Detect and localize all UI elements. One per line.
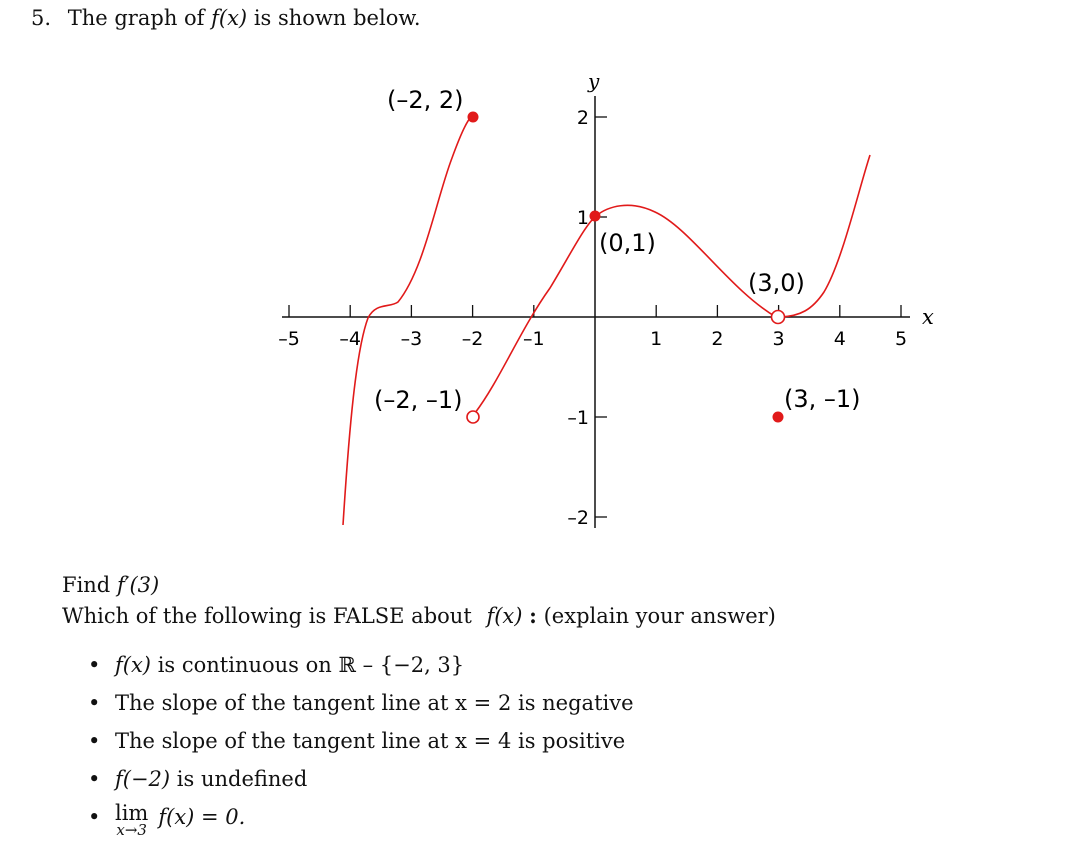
x-tick-label: –5 <box>278 328 300 350</box>
option-2 <box>88 689 634 727</box>
which-text: Which of the following is FALSE about <box>62 604 472 628</box>
find-prompt <box>62 573 159 597</box>
label-point-0-1: (0,1) <box>599 229 656 257</box>
x-tick-label: –1 <box>523 328 545 350</box>
option-3 <box>88 727 634 765</box>
x-tick-label: –2 <box>461 328 484 350</box>
option-4-text: is undefined <box>170 767 308 791</box>
problem-text-before: The graph of <box>67 6 205 30</box>
answer-options <box>88 651 634 841</box>
point-neg2-2 <box>468 112 479 123</box>
problem-text-after: is shown below. <box>253 6 421 30</box>
x-axis-label: x <box>922 305 934 329</box>
y-tick-label: –1 <box>567 407 589 429</box>
bullet: • <box>88 805 101 829</box>
point-3-neg1 <box>773 412 784 423</box>
x-tick-label: 4 <box>833 328 846 350</box>
problem-fx: f(x) <box>211 6 248 30</box>
bullet: • <box>88 691 101 715</box>
find-text: Find <box>62 573 111 597</box>
option-1 <box>88 651 634 689</box>
x-tick-label: 3 <box>772 328 785 350</box>
option-4-expr: f(−2) <box>115 767 171 791</box>
which-tail: (explain your answer) <box>543 604 776 628</box>
label-point-neg2-2: (–2, 2) <box>387 86 464 114</box>
limit-operator <box>115 803 148 837</box>
limit-word: lim <box>115 801 149 825</box>
y-tick-label: 2 <box>576 107 589 129</box>
x-tick-label: 1 <box>650 328 663 350</box>
which-expr: f(x) <box>486 604 523 628</box>
x-tick-label: 2 <box>711 328 724 350</box>
point-0-1 <box>590 211 601 222</box>
bullet: • <box>88 729 101 753</box>
label-point-3-0: (3,0) <box>748 269 805 297</box>
option-3-text: The slope of the tangent line at x = 4 is positive <box>115 729 626 753</box>
find-expr: f′(3) <box>116 573 160 597</box>
label-point-neg2-neg1: (–2, –1) <box>374 386 463 414</box>
bullet: • <box>88 767 101 791</box>
option-5 <box>88 803 634 841</box>
option-5-expr: f(x) = 0. <box>158 805 246 829</box>
problem-number: 5. <box>31 6 52 30</box>
option-4 <box>88 765 634 803</box>
option-2-text: The slope of the tangent line at x = 2 is negative <box>115 691 634 715</box>
y-tick-label: 1 <box>576 207 589 229</box>
point-neg2-neg1 <box>467 411 479 423</box>
y-tick-label: –2 <box>567 507 589 529</box>
x-tick-label: –3 <box>400 328 423 350</box>
bullet: • <box>88 653 101 677</box>
y-axis-label: y <box>588 69 600 93</box>
which-colon: : <box>529 603 537 628</box>
limit-subscript: x→3 <box>116 821 147 839</box>
option-1-expr: f(x) <box>115 653 152 677</box>
x-tick-label: 5 <box>894 328 908 350</box>
x-tick-label: –4 <box>339 328 361 350</box>
which-prompt <box>62 603 776 628</box>
label-point-3-neg1: (3, –1) <box>784 385 861 413</box>
point-3-0 <box>772 311 785 324</box>
curve-left-branch <box>343 117 471 525</box>
option-1-text: is continuous on ℝ – {−2, 3} <box>151 653 465 677</box>
